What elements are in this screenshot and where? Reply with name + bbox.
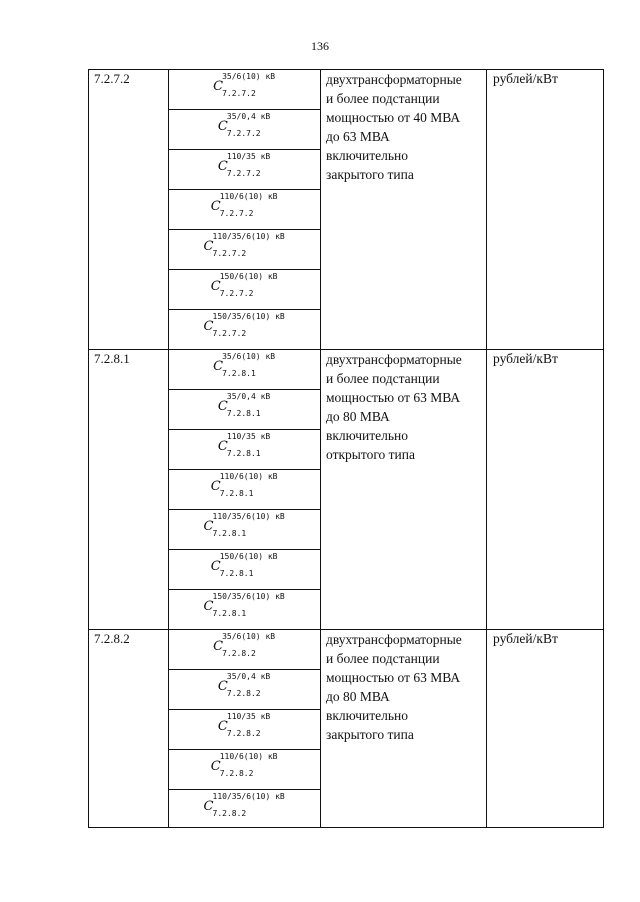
symbol-formula <box>211 472 278 506</box>
symbol-subscript: 7.2.8.1 <box>226 449 261 458</box>
symbol-superscript: 150/35/6(10) кВ <box>212 312 285 321</box>
symbol-superscript: 110/6(10) кВ <box>219 752 278 761</box>
row-code: 7.2.7.2 <box>94 71 130 86</box>
symbol-subscript: 7.2.7.2 <box>212 329 247 338</box>
description-line: до 80 МВА <box>326 409 390 424</box>
symbol-subscript: 7.2.7.2 <box>219 209 254 218</box>
tariff-symbol <box>168 549 320 589</box>
symbol-base: C <box>213 359 224 374</box>
description-line: открытого типа <box>326 447 415 462</box>
table-column-border <box>88 69 89 828</box>
tariff-symbol <box>168 709 320 749</box>
row-unit: рублей/кВт <box>493 71 558 86</box>
row-code: 7.2.8.1 <box>94 351 130 366</box>
symbol-superscript: 110/35/6(10) кВ <box>212 512 285 521</box>
symbol-subscript: 7.2.8.2 <box>212 809 247 818</box>
description-line: до 63 МВА <box>326 129 390 144</box>
description-line: мощностью от 40 МВА <box>326 110 461 125</box>
tariff-symbol <box>168 69 320 109</box>
symbol-subscript: 7.2.8.1 <box>212 609 247 618</box>
tariff-symbol <box>168 789 320 829</box>
symbol-base: C <box>210 559 221 574</box>
description-line: включительно <box>326 148 409 163</box>
symbol-superscript: 35/0,4 кВ <box>226 672 271 681</box>
symbol-base: C <box>210 479 221 494</box>
tariff-symbol <box>168 349 320 389</box>
description-line: двухтрансформаторные <box>326 72 462 87</box>
tariff-symbol <box>168 429 320 469</box>
symbol-base: C <box>203 799 214 814</box>
row-description <box>326 350 486 464</box>
symbol-formula <box>218 712 270 746</box>
symbol-superscript: 35/6(10) кВ <box>222 72 276 81</box>
symbol-formula <box>204 792 285 826</box>
table-column-border <box>320 69 321 828</box>
symbol-base: C <box>210 279 221 294</box>
symbol-superscript: 35/0,4 кВ <box>226 112 271 121</box>
row-unit: рублей/кВт <box>493 631 558 646</box>
row-code: 7.2.8.2 <box>94 631 130 646</box>
symbol-subscript: 7.2.7.2 <box>222 89 256 98</box>
table-column-border <box>603 69 604 828</box>
tariff-symbol <box>168 309 320 349</box>
symbol-formula <box>211 192 278 226</box>
symbol-subscript: 7.2.8.1 <box>212 529 247 538</box>
symbol-base: C <box>213 639 224 654</box>
symbol-subscript: 7.2.8.2 <box>222 649 256 658</box>
symbol-superscript: 150/35/6(10) кВ <box>212 592 285 601</box>
tariff-symbol <box>168 669 320 709</box>
symbol-subscript: 7.2.8.1 <box>219 489 254 498</box>
symbol-subscript: 7.2.8.1 <box>219 569 254 578</box>
description-line: включительно <box>326 428 409 443</box>
description-line: закрытого типа <box>326 727 414 742</box>
symbol-superscript: 150/6(10) кВ <box>219 272 278 281</box>
symbol-formula <box>213 72 275 106</box>
symbol-superscript: 110/35 кВ <box>226 712 271 721</box>
tariff-symbol <box>168 109 320 149</box>
symbol-base: C <box>203 599 214 614</box>
table-column-border <box>486 69 487 828</box>
symbol-subscript: 7.2.7.2 <box>226 129 261 138</box>
symbol-formula <box>218 672 270 706</box>
description-line: мощностью от 63 МВА <box>326 670 461 685</box>
symbol-base: C <box>217 399 228 414</box>
symbol-subscript: 7.2.8.1 <box>226 409 261 418</box>
tariff-symbol <box>168 189 320 229</box>
symbol-subscript: 7.2.7.2 <box>226 169 261 178</box>
symbol-formula <box>204 592 285 626</box>
symbol-base: C <box>210 759 221 774</box>
symbol-base: C <box>217 119 228 134</box>
symbol-base: C <box>217 159 228 174</box>
symbol-base: C <box>213 79 224 94</box>
symbol-subscript: 7.2.8.1 <box>222 369 256 378</box>
row-description <box>326 70 486 184</box>
tariff-symbol <box>168 389 320 429</box>
tariff-symbol <box>168 149 320 189</box>
symbol-formula <box>213 632 275 666</box>
tariff-symbol <box>168 269 320 309</box>
symbol-formula <box>218 112 270 146</box>
symbol-superscript: 110/6(10) кВ <box>219 192 278 201</box>
description-line: и более подстанции <box>326 651 440 666</box>
tariff-symbol <box>168 749 320 789</box>
symbol-subscript: 7.2.7.2 <box>212 249 247 258</box>
tariff-symbol <box>168 469 320 509</box>
symbol-formula <box>204 512 285 546</box>
symbol-formula <box>211 752 278 786</box>
row-unit: рублей/кВт <box>493 351 558 366</box>
tariff-table <box>88 69 604 828</box>
symbol-superscript: 110/6(10) кВ <box>219 472 278 481</box>
symbol-formula <box>218 392 270 426</box>
symbol-superscript: 150/6(10) кВ <box>219 552 278 561</box>
symbol-base: C <box>203 239 214 254</box>
symbol-base: C <box>203 319 214 334</box>
symbol-superscript: 110/35 кВ <box>226 432 271 441</box>
symbol-base: C <box>217 679 228 694</box>
tariff-symbol <box>168 629 320 669</box>
tariff-symbol <box>168 229 320 269</box>
symbol-formula <box>204 312 285 346</box>
description-line: двухтрансформаторные <box>326 352 462 367</box>
symbol-base: C <box>217 719 228 734</box>
symbol-superscript: 110/35/6(10) кВ <box>212 232 285 241</box>
tariff-symbol <box>168 589 320 629</box>
description-line: и более подстанции <box>326 371 440 386</box>
page-number: 136 <box>311 39 329 53</box>
symbol-formula <box>211 272 278 306</box>
description-line: закрытого типа <box>326 167 414 182</box>
symbol-superscript: 110/35 кВ <box>226 152 271 161</box>
symbol-superscript: 35/0,4 кВ <box>226 392 271 401</box>
symbol-formula <box>218 152 270 186</box>
symbol-base: C <box>203 519 214 534</box>
symbol-subscript: 7.2.8.2 <box>226 689 261 698</box>
symbol-formula <box>211 552 278 586</box>
symbol-superscript: 110/35/6(10) кВ <box>212 792 285 801</box>
description-line: мощностью от 63 МВА <box>326 390 461 405</box>
symbol-formula <box>204 232 285 266</box>
row-description <box>326 630 486 744</box>
symbol-superscript: 35/6(10) кВ <box>222 352 276 361</box>
description-line: двухтрансформаторные <box>326 632 462 647</box>
symbol-subscript: 7.2.8.2 <box>226 729 261 738</box>
symbol-base: C <box>210 199 221 214</box>
symbol-formula <box>213 352 275 386</box>
description-line: до 80 МВА <box>326 689 390 704</box>
description-line: включительно <box>326 708 409 723</box>
symbol-subscript: 7.2.8.2 <box>219 769 254 778</box>
symbol-base: C <box>217 439 228 454</box>
symbol-subscript: 7.2.7.2 <box>219 289 254 298</box>
table-row-border <box>88 827 604 828</box>
tariff-symbol <box>168 509 320 549</box>
symbol-superscript: 35/6(10) кВ <box>222 632 276 641</box>
description-line: и более подстанции <box>326 91 440 106</box>
symbol-formula <box>218 432 270 466</box>
